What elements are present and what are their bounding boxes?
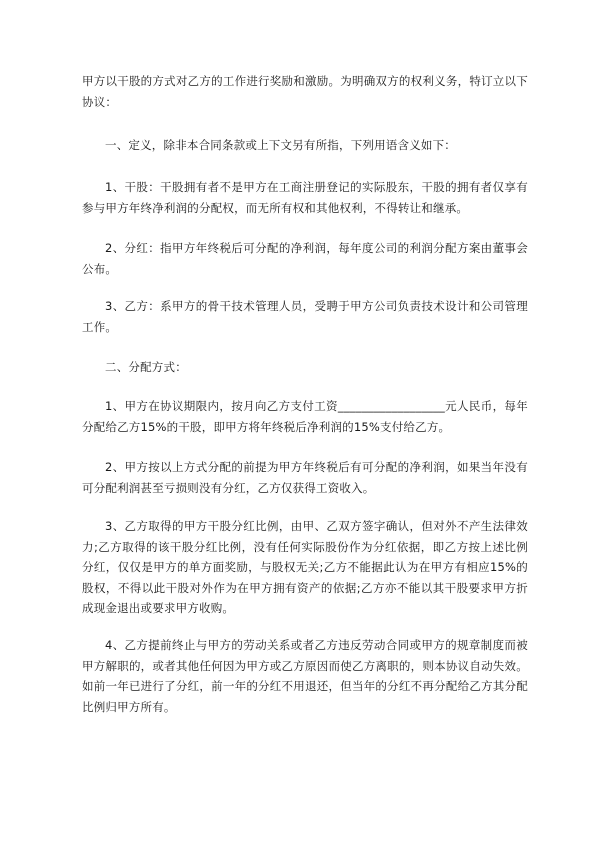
definition-item-yifang: 3、乙方：系甲方的骨干技术管理人员，受聘于甲方公司负责技术设计和公司管理工作。 (82, 299, 528, 334)
distribution-item-2: 2、甲方按以上方式分配的前提为甲方年终税后有可分配的净利润，如果当年没有可分配利润甚至亏损则没有分红，乙方仅获得工资收入。 (82, 460, 528, 495)
section-heading-definitions: 一、定义，除非本合同条款或上下文另有所指，下列用语含义如下： (105, 138, 456, 152)
distribution-item-3: 3、乙方取得的甲方干股分红比例，由甲、乙双方签字确认，但对外不产生法律效力;乙方取得的该干股分红比例，没有任何实际股份作为分红依据，即乙方按上述比例分红，仅仅是甲方的单方面奖励，与股权无关;乙方不能据此认为在甲方有相应15%的股权，不得以此干股对外作为在甲方拥有资产的依据;乙方亦不能以其干股要求甲方折成现金退出或要求甲方收购。 (82, 519, 528, 615)
distribution-item-1: 1、甲方在协议期限内，按月向乙方支付工资__________________元人民币，每年分配给乙方15%的干股，即甲方将年终税后净利润的15%支付给乙方。 (82, 399, 528, 434)
definition-item-ganggu: 1、干股：干股拥有者不是甲方在工商注册登记的实际股东，干股的拥有者仅享有参与甲方年终净利润的分配权，而无所有权和其他权利，不得转让和继承。 (82, 180, 528, 215)
intro-paragraph: 甲方以干股的方式对乙方的工作进行奖励和激励。为明确双方的权利义务，特订立以下协议： (82, 74, 528, 109)
definition-item-fenhong: 2、分红：指甲方年终税后可分配的净利润，每年度公司的利润分配方案由董事会公布。 (82, 241, 528, 276)
section-heading-distribution: 二、分配方式： (105, 360, 187, 374)
distribution-item-4: 4、乙方提前终止与甲方的劳动关系或者乙方违反劳动合同或甲方的规章制度而被甲方解职的，或者其他任何因为甲方或乙方原因而使乙方离职的，则本协议自动失效。如前一年已进行了分红，前一年的分红不用退还，但当年的分红不再分配给乙方其分配比例归甲方所有。 (82, 638, 528, 714)
